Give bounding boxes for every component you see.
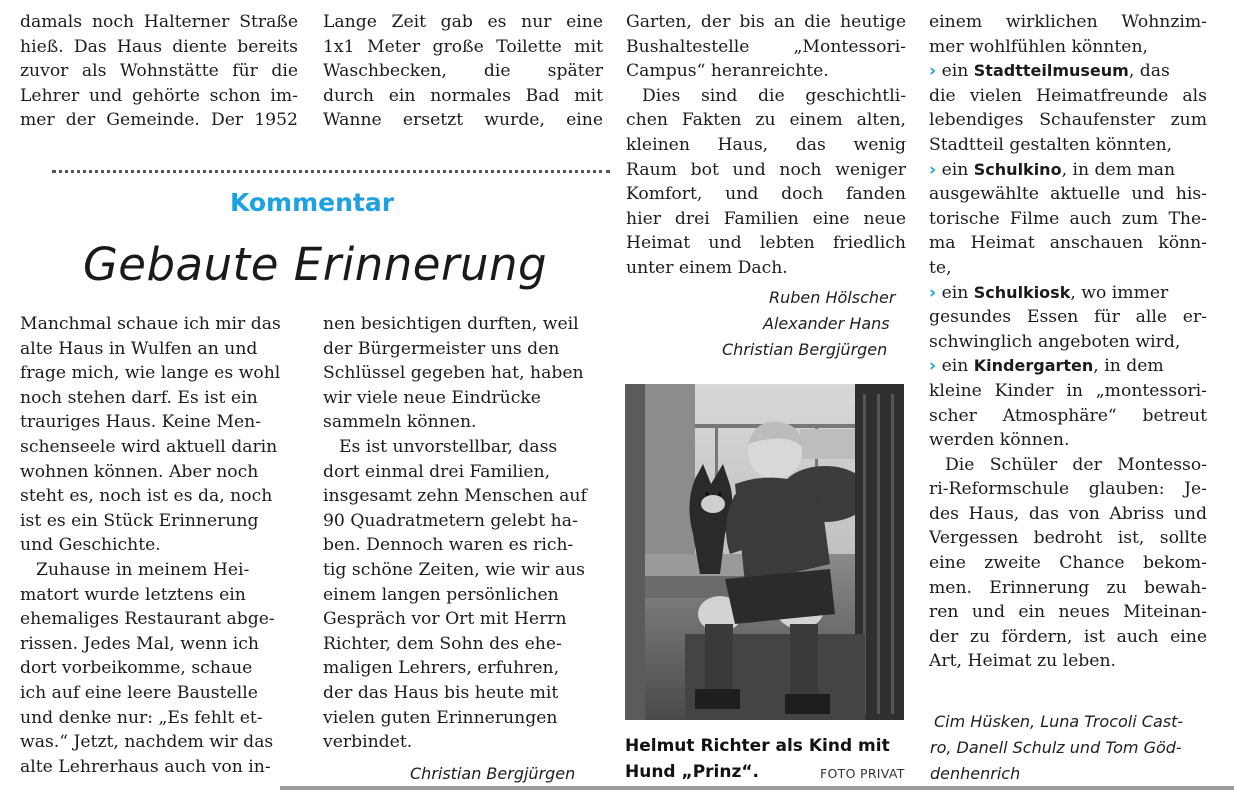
- text-line: eine zweite Chance bekom-: [929, 553, 1207, 574]
- text-line: Garten, der bis an die heutige: [626, 12, 906, 32]
- list-item: [929, 281, 1207, 306]
- text-line: hieß. Das Haus diente bereits: [20, 36, 298, 57]
- bullet-icon: ›: [929, 61, 937, 82]
- text-line: einem wirklichen Wohnzim-: [929, 12, 1207, 32]
- text-line: insgesamt zehn Menschen auf: [323, 486, 587, 507]
- text-fragment: , in dem: [1093, 356, 1164, 377]
- text-line: Manchmal schaue ich mir das: [20, 314, 281, 334]
- text-line: nen besichtigen durften, weil: [323, 314, 579, 334]
- text-line: 90 Quadratmetern gelebt ha-: [323, 510, 578, 531]
- text-line: Zuhause in meinem Hei-: [36, 559, 250, 580]
- top-column-1: [20, 10, 298, 133]
- text-line: chen Fakten zu einem alten,: [626, 110, 906, 131]
- text-line: Bushaltestelle „Montessori-: [626, 36, 906, 57]
- list-item: [929, 59, 1207, 84]
- list-term: Kindergarten: [973, 356, 1094, 376]
- text-line: einem langen persönlichen: [323, 584, 559, 605]
- list-term: Schulkiosk: [973, 282, 1071, 302]
- text-line: ehemaliges Restaurant abge-: [20, 609, 275, 630]
- text-line: des Haus, das von Abriss und: [929, 503, 1207, 524]
- text-line: Komfort, und doch fanden: [626, 184, 906, 205]
- text-line: verbindet.: [323, 732, 413, 753]
- text-line: und denke nur: „Es fehlt et-: [20, 707, 263, 728]
- text-line: gesundes Essen für alle er-: [929, 307, 1207, 328]
- text-line: te,: [929, 257, 952, 278]
- text-line: alte Haus in Wulfen an und: [20, 338, 258, 359]
- dotted-divider: [52, 170, 610, 173]
- text-line: scher Atmosphäre“ betreut: [929, 405, 1207, 426]
- text-line: die vielen Heimatfreunde als: [929, 85, 1207, 106]
- text-line: Lange Zeit gab es nur eine: [323, 12, 603, 32]
- text-fragment: , in dem man: [1061, 159, 1176, 180]
- list-term: Stadtteilmuseum: [973, 61, 1129, 81]
- text-fragment: , wo immer: [1070, 282, 1169, 303]
- text-line: zuvor als Wohnstätte für die: [20, 61, 298, 82]
- text-line: der zu fördern, ist auch eine: [929, 626, 1207, 647]
- text-line: Waschbecken, die später: [323, 61, 603, 82]
- text-line: rissen. Jedes Mal, wenn ich: [20, 633, 259, 654]
- text-line: werden können.: [929, 430, 1070, 451]
- text-line: ausgewählte aktuelle und his-: [929, 184, 1207, 205]
- text-fragment: ein: [941, 61, 969, 82]
- text-line: kleinen Haus, das wenig: [626, 134, 906, 155]
- text-line: ri-Reformschule glauben: Je-: [929, 479, 1207, 500]
- text-line: Die Schüler der Montesso-: [945, 454, 1207, 475]
- text-line: Wanne ersetzt wurde, eine: [323, 110, 603, 131]
- text-line: Gespräch vor Ort mit Herrn: [323, 609, 567, 630]
- text-line: lebendiges Schaufenster zum: [929, 110, 1207, 131]
- text-fragment: ein: [941, 356, 969, 377]
- bullet-icon: ›: [929, 159, 937, 180]
- text-line: vielen guten Erinnerungen: [323, 707, 558, 728]
- text-line: der das Haus bis heute mit: [323, 682, 559, 703]
- text-line: Campus“ heranreichte.: [626, 61, 829, 82]
- text-line: Raum bot und noch weniger: [626, 159, 906, 180]
- text-line: dort vorbeikomme, schaue: [20, 658, 253, 679]
- author-signature: ro, Danell Schulz und Tom Göd-: [930, 738, 1182, 757]
- text-line: tig schöne Zeiten, wie wir aus: [323, 559, 585, 580]
- column-4: [929, 10, 1207, 674]
- photo-boy-with-dog: [625, 384, 904, 720]
- caption-line: Hund „Prinz“.: [625, 762, 759, 782]
- author-signature: Cim Hüsken, Luna Trocoli Cast-: [934, 712, 1184, 731]
- text-line: wir viele neue Eindrücke: [323, 387, 541, 408]
- text-line: damals noch Halterner Straße: [20, 12, 298, 32]
- list-term: Schulkino: [973, 159, 1062, 179]
- text-line: dort einmal drei Familien,: [323, 461, 551, 482]
- text-line: hier drei Familien eine neue: [626, 208, 906, 229]
- text-line: steht es, noch ist es da, noch: [20, 486, 273, 507]
- text-line: ich auf eine leere Baustelle: [20, 682, 258, 703]
- historic-photo: [625, 384, 904, 720]
- photo-credit: FOTO PRIVAT: [820, 766, 905, 781]
- text-line: Art, Heimat zu leben.: [929, 651, 1116, 672]
- text-line: mer wohlfühlen könnten,: [929, 36, 1148, 57]
- text-fragment: ein: [941, 282, 969, 303]
- text-line: frage mich, wie lange es wohl: [20, 363, 281, 384]
- text-line: 1x1 Meter große Toilette mit: [323, 36, 603, 57]
- text-line: ist es ein Stück Erinnerung: [20, 510, 259, 531]
- text-line: alte Lehrerhaus auch von in-: [20, 756, 271, 777]
- page-bottom-rule: [280, 786, 1234, 790]
- text-line: wohnen können. Aber noch: [20, 461, 259, 482]
- text-line: Schlüssel gegeben hat, haben: [323, 363, 584, 384]
- top-column-2: [323, 10, 603, 133]
- text-line: men. Erinnerung zu bewah-: [929, 577, 1207, 598]
- text-line: maligen Lehrers, erfuhren,: [323, 658, 560, 679]
- text-line: unter einem Dach.: [626, 257, 788, 278]
- text-line: matort wurde letztens ein: [20, 584, 246, 605]
- text-line: kleine Kinder in „montessori-: [929, 380, 1207, 401]
- commentary-column-2: [323, 312, 608, 755]
- text-line: was.“ Jetzt, nachdem wir das: [20, 732, 274, 753]
- text-line: Es ist unvorstellbar, dass: [339, 436, 558, 457]
- text-line: sammeln können.: [323, 412, 477, 433]
- text-line: schwinglich angeboten wird,: [929, 331, 1181, 352]
- text-line: ma Heimat anschauen könn-: [929, 233, 1207, 254]
- text-fragment: , das: [1128, 61, 1170, 82]
- text-line: Lehrer und gehörte schon im-: [20, 85, 298, 106]
- text-line: und Geschichte.: [20, 535, 161, 556]
- list-item: [929, 158, 1207, 183]
- text-line: schenseele wird aktuell darin: [20, 436, 278, 457]
- text-line: torische Filme auch zum The-: [929, 208, 1207, 229]
- text-fragment: ein: [941, 159, 969, 180]
- list-item: [929, 354, 1207, 379]
- text-line: durch ein normales Bad mit: [323, 85, 603, 106]
- bullet-icon: ›: [929, 282, 937, 303]
- text-line: ren und ein neues Miteinan-: [929, 602, 1207, 623]
- text-line: Heimat und lebten friedlich: [626, 233, 906, 254]
- text-line: trauriges Haus. Keine Men-: [20, 412, 262, 433]
- author-signature: Ruben Hölscher: [769, 288, 896, 307]
- text-line: Richter, dem Sohn des ehe-: [323, 633, 562, 654]
- article-headline: Gebaute Erinnerung: [82, 238, 548, 291]
- text-line: Dies sind die geschichtli-: [642, 85, 906, 106]
- text-line: der Bürgermeister uns den: [323, 338, 560, 359]
- column-3: [626, 10, 906, 281]
- text-line: Vergessen bedroht ist, sollte: [929, 528, 1207, 549]
- text-line: ben. Dennoch waren es rich-: [323, 535, 574, 556]
- author-signature: Alexander Hans: [763, 314, 890, 333]
- author-signature: Christian Bergjürgen: [410, 764, 576, 783]
- commentary-column-1: [20, 312, 305, 779]
- text-line: mer der Gemeinde. Der 1952: [20, 110, 298, 131]
- bullet-icon: ›: [929, 356, 937, 377]
- author-signature: denhenrich: [930, 764, 1021, 783]
- section-kicker: Kommentar: [229, 188, 395, 217]
- author-signature: Christian Bergjürgen: [722, 340, 888, 359]
- text-line: Stadtteil gestalten könnten,: [929, 134, 1173, 155]
- caption-line: Helmut Richter als Kind mit: [625, 736, 890, 756]
- text-line: noch stehen darf. Es ist ein: [20, 387, 258, 408]
